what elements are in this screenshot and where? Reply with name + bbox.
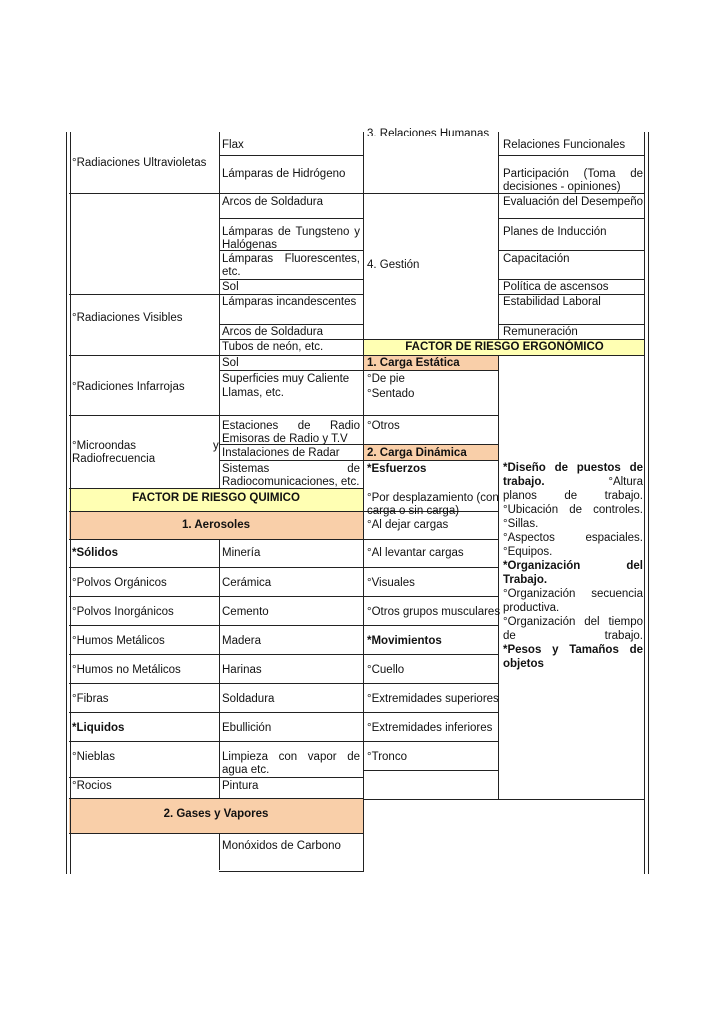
hline — [69, 712, 363, 713]
cuello: °Cuello — [367, 664, 405, 676]
cell-politica: Política de ascensos — [503, 281, 609, 293]
hline — [69, 567, 363, 568]
cell-est-2: Emisoras de Radio y T.V — [222, 433, 348, 445]
dejar-cargas: °Al dejar cargas — [367, 519, 449, 531]
levantar-cargas: °Al levantar cargas — [367, 547, 464, 559]
cell-estabilidad: Estabilidad Laboral — [503, 296, 601, 308]
hline — [219, 324, 364, 325]
cell-sol-1: Sol — [222, 281, 239, 293]
hline — [219, 155, 364, 156]
hline — [498, 294, 644, 295]
vline-col2-lower — [219, 540, 220, 799]
sentado: °Sentado — [367, 388, 415, 400]
row-b: Minería — [222, 547, 261, 559]
ergo-right-l9: Trabajo. — [503, 574, 548, 586]
hline — [69, 625, 363, 626]
hline — [69, 833, 363, 834]
desplazamiento-2: carga o sin carga) — [367, 505, 460, 517]
row-b: Limpieza con vapor de — [222, 751, 360, 763]
row-b: Madera — [222, 635, 261, 647]
hline — [219, 871, 364, 872]
row-b: Soldadura — [222, 693, 275, 705]
ergo-right-l5: °Sillas. — [503, 518, 539, 530]
tronco: °Tronco — [367, 751, 407, 763]
hline — [363, 355, 644, 356]
hline — [219, 415, 364, 416]
vline-col2-bottom — [219, 833, 220, 870]
otros: °Otros — [367, 420, 400, 432]
hline — [363, 193, 498, 194]
row-a: *Liquidos — [72, 722, 125, 734]
cell-planes: Planes de Inducción — [503, 226, 607, 238]
cell-inst: Instalaciones de Radar — [222, 447, 340, 459]
hline — [498, 218, 644, 219]
hline — [498, 250, 644, 251]
visuales: °Visuales — [367, 577, 415, 589]
hline — [363, 683, 498, 684]
ergo-right-l10: °Organización secuencia — [503, 588, 643, 600]
hline — [363, 444, 498, 445]
cell-lamp-h: Lámparas de Hidrógeno — [222, 168, 346, 180]
esfuerzos: *Esfuerzos — [367, 463, 427, 475]
cell-funcionales: Relaciones Funcionales — [503, 139, 626, 151]
hline — [498, 279, 644, 280]
hline — [69, 777, 363, 778]
hline — [363, 654, 498, 655]
hline — [363, 539, 498, 540]
hline — [363, 567, 498, 568]
ergo-right-l2a: trabajo. — [503, 476, 545, 488]
cell-lamp-f1: Lámparas Fluorescentes, — [222, 253, 360, 265]
ergo-right-l12: °Organización del tiempo — [503, 616, 643, 628]
ergo-right-l11: productiva. — [503, 602, 560, 614]
hline — [219, 279, 364, 280]
cell-flax: Flax — [222, 139, 244, 151]
hline — [69, 294, 219, 295]
row-b: Cerámica — [222, 577, 272, 589]
row-b: Harinas — [222, 664, 262, 676]
ext-superiores: °Extremidades superiores — [367, 693, 499, 705]
cell-lamp-t2: Halógenas — [222, 239, 277, 251]
ergo-right-l3: planos de trabajo. — [503, 490, 643, 502]
row-a: °Polvos Orgánicos — [72, 577, 167, 589]
cell-llamas: Llamas, etc. — [222, 387, 284, 399]
row-a: *Sólidos — [72, 547, 119, 559]
row-a: °Polvos Inorgánicos — [72, 606, 174, 618]
cell-lamp-t1: Lámparas de Tungsteno y — [222, 226, 360, 238]
desplazamiento-1: °Por desplazamiento (con — [367, 492, 499, 504]
hline — [69, 798, 363, 799]
hline — [69, 539, 363, 540]
hline — [363, 799, 644, 800]
ergonomico-header: FACTOR DE RIESGO ERGONÓMICO — [405, 341, 604, 353]
ergo-right-l8: *Organización del — [503, 560, 643, 572]
ergo-right-l6: °Aspectos espaciales. — [503, 532, 643, 544]
row-a: °Rocios — [72, 780, 112, 792]
ergo-right-l15: objetos — [503, 658, 544, 670]
ergo-right-l13: de trabajo. — [503, 630, 643, 642]
cell-tubos: Tubos de neón, etc. — [222, 341, 324, 353]
ext-inferiores: °Extremidades inferiores — [367, 722, 493, 734]
hline — [363, 596, 498, 597]
cell-part-2: decisiones - opiniones) — [503, 181, 621, 193]
row-a: °Humos Metálicos — [72, 635, 165, 647]
cell-rad-inf: °Radiciones Infarrojas — [72, 381, 185, 393]
hline — [498, 155, 644, 156]
ergo-right-l1: *Diseño de puestos de — [503, 462, 643, 474]
cell-micro-2: Radiofrecuencia — [72, 453, 156, 465]
hline — [363, 712, 498, 713]
hline — [219, 339, 364, 340]
hline — [363, 770, 498, 771]
hline — [69, 415, 219, 416]
vline-col2 — [219, 132, 220, 489]
cell-rad-vis: °Radiaciones Visibles — [72, 312, 183, 324]
right-double-border — [644, 132, 649, 874]
cell-arcos-1: Arcos de Soldadura — [222, 196, 324, 208]
row-b: Ebullición — [222, 722, 272, 734]
row-b: Cemento — [222, 606, 269, 618]
hline — [363, 625, 498, 626]
ergo-right-l14: *Pesos y Tamaños de — [503, 644, 643, 656]
cell-micro-y: y — [213, 440, 219, 452]
cell-est-1: Estaciones de Radio — [222, 420, 360, 432]
hline — [69, 355, 219, 356]
cell-capacitacion: Capacitación — [503, 253, 570, 265]
cell-gestion: 4. Gestión — [367, 259, 420, 271]
row-a: °Humos no Metálicos — [72, 664, 181, 676]
hline — [363, 741, 498, 742]
ergo-right-l2b: °Altura — [608, 476, 643, 488]
vline-col3 — [363, 132, 364, 872]
hline — [69, 654, 363, 655]
cell-sis-1: Sistemas de — [222, 463, 360, 475]
row-a: °Nieblas — [72, 751, 115, 763]
row-b-cont: agua etc. — [222, 764, 270, 776]
cell-sol-2: Sol — [222, 357, 239, 369]
cell-monoxidos: Monóxidos de Carbono — [222, 840, 341, 852]
carga-estatica: 1. Carga Estática — [367, 357, 460, 369]
cell-sis-2: Radiocomunicaciones, etc. — [222, 476, 360, 488]
row-b: Pintura — [222, 780, 259, 792]
cell-remuneracion: Remuneración — [503, 326, 578, 338]
hline — [363, 415, 498, 416]
quimico-header: FACTOR DE RIESGO QUIMICO — [132, 492, 300, 504]
hline — [219, 193, 364, 194]
cell-rad-uv: °Radiaciones Ultravioletas — [72, 157, 207, 169]
hline — [69, 683, 363, 684]
hline — [498, 324, 644, 325]
hline — [69, 596, 363, 597]
row-a: °Fibras — [72, 693, 109, 705]
hline — [219, 294, 364, 295]
hline — [363, 339, 644, 340]
cell-part-1: Participación (Toma de — [503, 168, 643, 180]
cell-lamp-i: Lámparas incandescentes — [222, 296, 357, 308]
hline — [219, 355, 364, 356]
carga-dinamica: 2. Carga Dinámica — [367, 447, 467, 459]
cell-micro-1: °Microondas — [72, 440, 137, 452]
cell-lamp-f2: etc. — [222, 266, 241, 278]
movimientos: *Movimientos — [367, 635, 442, 647]
cut-off-text: 3. Relaciones Humanas — [367, 128, 490, 136]
hline — [69, 193, 219, 194]
aerosoles-header: 1. Aerosoles — [182, 519, 250, 531]
otros-musculares: °Otros grupos musculares — [367, 606, 501, 618]
hline — [69, 511, 363, 512]
ergo-right-l4: °Ubicación de controles. — [503, 504, 643, 516]
hline — [219, 218, 364, 219]
hline — [219, 370, 364, 371]
cell-sup: Superficies muy Caliente — [222, 373, 350, 385]
ergo-right-l7: °Equipos. — [503, 546, 553, 558]
cell-arcos-2: Arcos de Soldadura — [222, 326, 324, 338]
vline-col4-top — [498, 132, 499, 340]
hline — [69, 741, 363, 742]
hline — [363, 370, 498, 371]
hline — [219, 460, 364, 461]
de-pie: °De pie — [367, 373, 405, 385]
hline — [363, 460, 498, 461]
cell-evaluacion: Evaluación del Desempeño — [503, 196, 644, 208]
gases-header: 2. Gases y Vapores — [163, 808, 269, 820]
